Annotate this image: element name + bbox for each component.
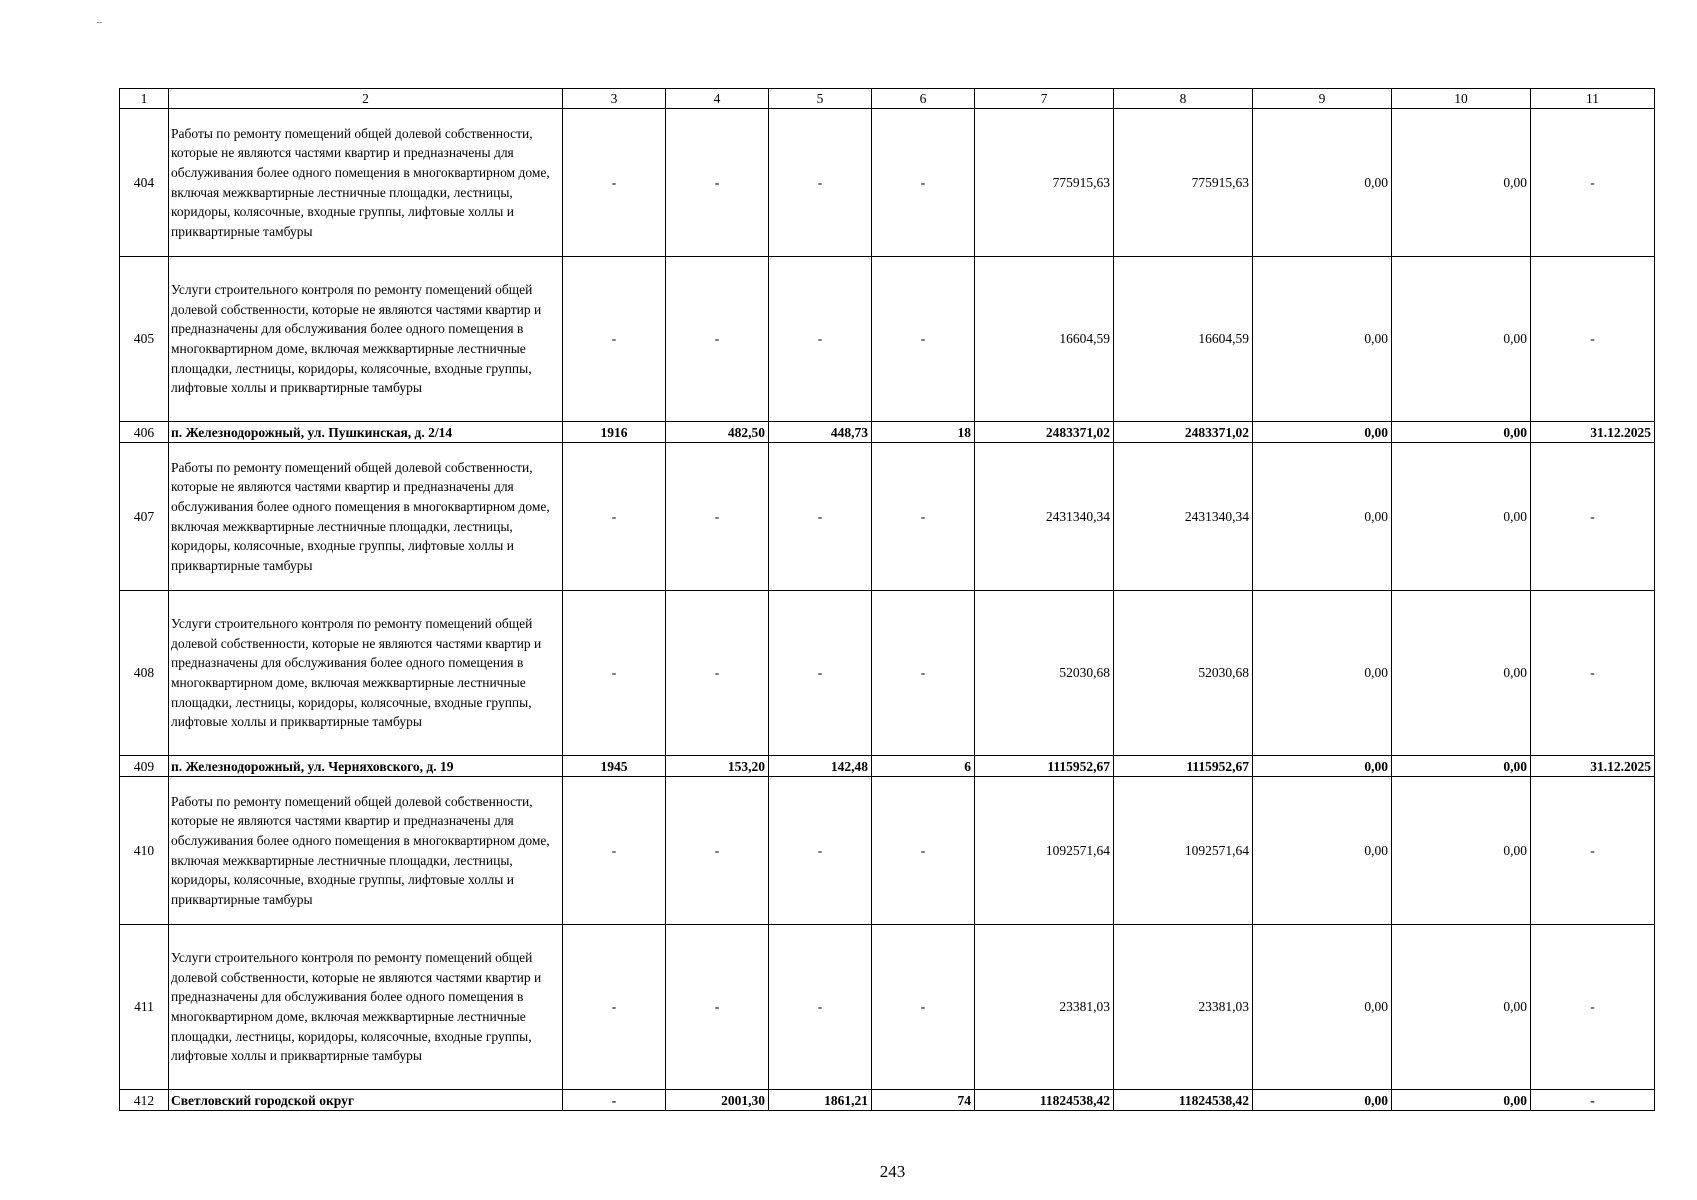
cell-col5: 142,48 [769,756,872,777]
cell-col11: 31.12.2025 [1531,756,1655,777]
cell-col10: 0,00 [1392,422,1531,443]
cell-col8: 2483371,02 [1114,422,1253,443]
cell-col3: - [563,257,666,422]
cell-col3: - [563,109,666,257]
cell-col10: 0,00 [1392,591,1531,756]
row-number: 411 [120,925,169,1090]
column-number-header [120,89,1655,109]
cell-col5: - [769,777,872,925]
cell-col11: - [1531,1090,1655,1111]
cell-col4: - [666,109,769,257]
cell-col10: 0,00 [1392,1090,1531,1111]
scan-mark [97,22,102,23]
cell-col9: 0,00 [1253,109,1392,257]
header-cell: 10 [1392,89,1531,109]
cell-col3: - [563,1090,666,1111]
header-cell: 11 [1531,89,1655,109]
cell-col4: - [666,257,769,422]
cell-col8: 1115952,67 [1114,756,1253,777]
work-description: Услуги строительного контроля по ремонту помещений общей долевой собственности, которые не являются частями квартир и предназначены для обслуживания более одного помещения в многоквартирном доме, включая межквартирные лестничные площадки, лестницы, коридоры, колясочные, входные группы, лифтовые холлы и приквартирные тамбуры [169,257,563,422]
row-number: 412 [120,1090,169,1111]
cell-col7: 2483371,02 [975,422,1114,443]
cell-col11: - [1531,925,1655,1090]
cell-col10: 0,00 [1392,257,1531,422]
row-number: 410 [120,777,169,925]
cell-col7: 16604,59 [975,257,1114,422]
work-description: Услуги строительного контроля по ремонту помещений общей долевой собственности, которые не являются частями квартир и предназначены для обслуживания более одного помещения в многоквартирном доме, включая межквартирные лестничные площадки, лестницы, коридоры, колясочные, входные группы, лифтовые холлы и приквартирные тамбуры [169,591,563,756]
cell-col11: - [1531,777,1655,925]
row-number: 405 [120,257,169,422]
cell-col3: - [563,925,666,1090]
cell-col7: 23381,03 [975,925,1114,1090]
cell-col4: 2001,30 [666,1090,769,1111]
cell-col11: - [1531,591,1655,756]
cell-col4: - [666,777,769,925]
cell-col5: 448,73 [769,422,872,443]
cell-col5: - [769,443,872,591]
cell-col7: 1115952,67 [975,756,1114,777]
header-cell: 7 [975,89,1114,109]
cell-col6: 6 [872,756,975,777]
table-row [120,443,1655,591]
cell-col11: 31.12.2025 [1531,422,1655,443]
header-cell: 2 [169,89,563,109]
cell-col6: - [872,109,975,257]
cell-col5: - [769,591,872,756]
cell-col8: 2431340,34 [1114,443,1253,591]
address-row [120,422,1655,443]
cell-col5: 1861,21 [769,1090,872,1111]
cell-col11: - [1531,443,1655,591]
cell-col4: 482,50 [666,422,769,443]
page-number: 243 [879,1162,906,1181]
cell-col10: 0,00 [1392,109,1531,257]
header-cell: 5 [769,89,872,109]
cell-col9: 0,00 [1253,443,1392,591]
cell-col3: 1945 [563,756,666,777]
row-number: 408 [120,591,169,756]
cell-col9: 0,00 [1253,756,1392,777]
table-row [120,777,1655,925]
cell-col5: - [769,257,872,422]
row-number: 407 [120,443,169,591]
cell-col4: - [666,443,769,591]
address-label: п. Железнодорожный, ул. Пушкинская, д. 2/14 [169,422,563,443]
row-number: 409 [120,756,169,777]
cell-col3: - [563,777,666,925]
work-description: Работы по ремонту помещений общей долевой собственности, которые не являются частями квартир и предназначены для обслуживания более одного помещения в многоквартирном доме, включая межквартирные лестничные площадки, лестницы, коридоры, колясочные, входные группы, лифтовые холлы и приквартирные тамбуры [169,777,563,925]
cell-col11: - [1531,109,1655,257]
cell-col8: 23381,03 [1114,925,1253,1090]
cell-col6: 18 [872,422,975,443]
cell-col8: 11824538,42 [1114,1090,1253,1111]
table-row [120,109,1655,257]
cell-col8: 52030,68 [1114,591,1253,756]
row-number: 406 [120,422,169,443]
cell-col9: 0,00 [1253,1090,1392,1111]
work-description: Работы по ремонту помещений общей долевой собственности, которые не являются частями квартир и предназначены для обслуживания более одного помещения в многоквартирном доме, включая межквартирные лестничные площадки, лестницы, коридоры, колясочные, входные группы, лифтовые холлы и приквартирные тамбуры [169,109,563,257]
cell-col3: 1916 [563,422,666,443]
district-label: Светловский городской округ [169,1090,563,1111]
cell-col6: 74 [872,1090,975,1111]
cell-col6: - [872,443,975,591]
data-table [119,88,1655,1111]
cell-col4: - [666,591,769,756]
header-cell: 6 [872,89,975,109]
header-cell: 3 [563,89,666,109]
cell-col6: - [872,777,975,925]
cell-col8: 775915,63 [1114,109,1253,257]
header-cell: 4 [666,89,769,109]
cell-col9: 0,00 [1253,257,1392,422]
cell-col10: 0,00 [1392,777,1531,925]
cell-col9: 0,00 [1253,777,1392,925]
cell-col7: 52030,68 [975,591,1114,756]
cell-col9: 0,00 [1253,925,1392,1090]
work-description: Услуги строительного контроля по ремонту помещений общей долевой собственности, которые не являются частями квартир и предназначены для обслуживания более одного помещения в многоквартирном доме, включая межквартирные лестничные площадки, лестницы, коридоры, колясочные, входные группы, лифтовые холлы и приквартирные тамбуры [169,925,563,1090]
cell-col7: 775915,63 [975,109,1114,257]
work-description: Работы по ремонту помещений общей долевой собственности, которые не являются частями квартир и предназначены для обслуживания более одного помещения в многоквартирном доме, включая межквартирные лестничные площадки, лестницы, коридоры, колясочные, входные группы, лифтовые холлы и приквартирные тамбуры [169,443,563,591]
address-label: п. Железнодорожный, ул. Черняховского, д. 19 [169,756,563,777]
cell-col8: 16604,59 [1114,257,1253,422]
header-cell: 8 [1114,89,1253,109]
table-row [120,591,1655,756]
cell-col6: - [872,591,975,756]
table-row [120,925,1655,1090]
header-cell: 1 [120,89,169,109]
cell-col7: 2431340,34 [975,443,1114,591]
cell-col11: - [1531,257,1655,422]
cell-col9: 0,00 [1253,591,1392,756]
cell-col4: 153,20 [666,756,769,777]
cell-col5: - [769,109,872,257]
total-row [120,1090,1655,1111]
cell-col4: - [666,925,769,1090]
cell-col8: 1092571,64 [1114,777,1253,925]
row-number: 404 [120,109,169,257]
table-row [120,257,1655,422]
address-row [120,756,1655,777]
cell-col7: 11824538,42 [975,1090,1114,1111]
cell-col5: - [769,925,872,1090]
cell-col7: 1092571,64 [975,777,1114,925]
cell-col9: 0,00 [1253,422,1392,443]
cell-col10: 0,00 [1392,756,1531,777]
cell-col3: - [563,591,666,756]
cell-col10: 0,00 [1392,925,1531,1090]
cell-col6: - [872,257,975,422]
header-cell: 9 [1253,89,1392,109]
cell-col10: 0,00 [1392,443,1531,591]
cell-col3: - [563,443,666,591]
cell-col6: - [872,925,975,1090]
